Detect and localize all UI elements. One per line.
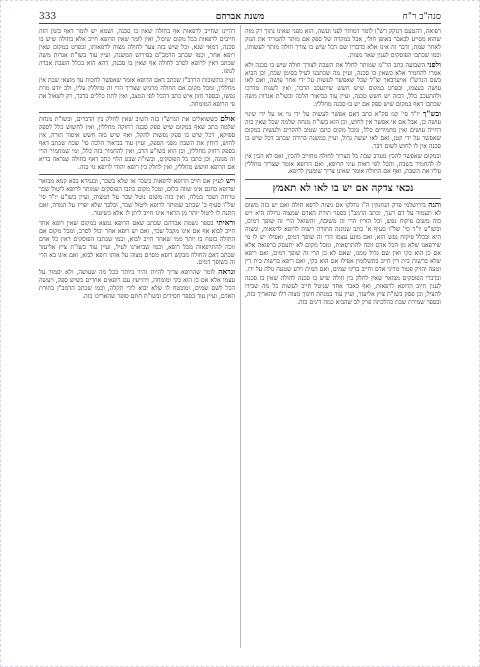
paragraph: [245, 110, 441, 151]
running-header: [39, 11, 441, 23]
paragraph-text: כששואלים את הגרש"ז בזה השיב שאין לחלק בין הדברים, ובשו"ת מנחת שלמה כתב שאף במקום שיש ספק סכנה רחוקה מחללין, ואין לחשוש כלל לספק ספיקא, דכל שיש בו ספק נפשות להקל, ואף שיש בזה חשש איסור תורה, אין לחוש, דוחין את השבת מפני הספק, ועיין עוד בביאור הלכה סי' שכח שכתב דאף בספק רחוק מחללין, וכן הוא בשו"ע הרב, ואין להחמיר בזה כלל, ומי שמחמיר הרי זה מגונה, וכן כתבו כל הפוסקים, ובשו"ת שבט הלוי כתב דאף בחולה שנראה בריא אם הרופא חושש מחללין, ואין לחלק בין רופא יהודי לרופא גוי בזה.: [39, 116, 235, 171]
section-heading: נכאי צדקה אם יש בו לאו לא תאמץ: [272, 183, 414, 195]
paragraph-text: לעיין אם חייב הרופא לרפאות בשכר או שלא בשכר, ובגמרא בבא קמא מבואר שרופא בחנם אינו שווה כלום, ומכל מקום כתבו הפוסקים שמותר לרופא ליטול שכר טרחה ושכר בטלה, ואין בזה משום נוטל שכר על המצוה, ועיין בשו"ע יו"ד סי' של"ו סעיף ב' שכתב שמותר לרופא ליטול שכר, ובלבד שלא יפריז על המדה, ואם התנה לו ליטול יותר מן הראוי אינו חייב ליתן לו אלא כשיעור.: [39, 178, 235, 218]
paragraph: [39, 76, 235, 109]
paragraph-lead-word: והנה: [428, 200, 441, 210]
paragraph-text: יו"ד סי' קנז סק"א כתב דאם אפשר לעשות על ידי גוי או על ידי שינוי עושה כן, אבל אם אי אפשר אין לחוש, וכן הוא בשו"ת מנחת שלמה שכל שאין בזה דחייה עושים ואין מחמירים כלל, ומכל מקום כתבו שטוב להקדים ולעשות במקום שאפשר על ידי קטן, ואם לאו יעשה גדול, ועיין במשנה ברורה שכתב דכל שיש בו סכנה אין לו לחוש לשום דבר.: [245, 111, 441, 150]
paragraph: [245, 274, 441, 307]
paragraph-text: ועיין בתשובות הרדב"ז שכתב דאם הרופא אומר שאפשר לחכות עד מוצאי שבת אין מחללין, ומכל מקום אם החולה מרגיש שצריך הרי זה מחללין עליו, ולב יודע מרת נפשו, ובספר חזון איש כתב דהכל לפי המצב, ואין לתת כללים בדבר, רק לשאול את פי הרופא המומחה.: [39, 77, 235, 109]
paragraph: [39, 177, 235, 218]
header-rule: [39, 23, 441, 24]
paragraph-text: בירושלמי פרק הנחנקין ה"ו נחלקו אם מצוה לרפא חולה ואם יש בזה משום לא תעמוד על דם רעך, וכתב הרמב"ן בספר תורת האדם שמצוה גדולה היא ויש בזה משום פיקוח נפש, וכל הזריז הרי זה משובח, והשואל הרי זה שופך דמים, ובשו"ע יו"ד סי' של"ו סעיף א' כתב שנתנה התורה רשות לרופא לרפאות, ומצוה היא ובכלל פיקוח נפש הוא, ואם מונע עצמו הרי זה שופך דמים, ואפילו יש לו מי שירפאנו שלא מן הכל אדם זוכה להתרפאות, ומכל מקום לא יתעסק ברפואה אלא אם כן הוא בקי ואין שם גדול ממנו, שאם לא כן הרי זה שופך דמים, ואם ריפא שלא ברשות בית דין חייב בתשלומין אפילו אם הוא בקי, ואם ריפא ברשות בית דין וטעה והזיק פטור מדיני אדם וחייב בדיני שמים, ואם המית וידע שטעה גולה על ידו.: [245, 202, 441, 273]
section-rule: [39, 174, 235, 175]
section-rule: [39, 112, 235, 113]
paragraph: [245, 61, 441, 109]
paragraph-text: דהיינו שחייב לרפאות אף בחולה שאין בו סכנה, ושמא יש לומר דאף בזמן הזה חייבים לרפאות בכל מקום שיכול, ואין לומר שאין הרופא חייב אלא בחולה שיש בו סכנה, דמאי שנא, וכל שיש בזה צער לחולה מצוה לרפאותו, ובפרט במקום שאין רופא אחר, וכמו שכתב הרמב"ם בפירוש המשנה, ועיין עוד בשו"ת אגרות משה שכתב דאין לרופא לסרב לחולה אף שאין בו סכנה, דהא הוא בכלל השבת אבדה לגופו.: [39, 28, 235, 75]
paragraph: [39, 115, 235, 171]
paragraph: [39, 27, 235, 75]
paragraph: [245, 152, 441, 177]
paragraph: [39, 219, 235, 267]
paragraph: [39, 268, 235, 301]
paragraph-text: ובמקום שאפשר להכין מערב שבת כל הצריך לחולה מחוייב להכין, ואם לא הכין אין לו להחמיר בשבת, והכל לפי ראות עיני הרופא, ואם הרופא אומר שצריך מחללין עליו את השבת, ואף אם החולה אומר שאינו צריך שומעין לרופא.: [245, 152, 441, 176]
paragraph-text: השבועה כתב הר"מ שמותר לחלל את השבת לצורך חולה שיש בו סכנה ולא אמרו להחמיר אלא כשאין בו סכנה, ועיין מה שכתבנו לעיל בסימן שכח, וכן הביא בשם הגרש"ז אויערבאך זצ"ל שכל שאפשר לעשות על ידי אחר עושה, ואם לאו עושה בעצמו, ובפרט במקום שיש חשש שיתעכב הדבר, ואין לשנות מדרכו ולהתעכב כלל, דבזה יש חשש סכנה, ועיין עוד בביאור הלכה ובשו"ת אגרות משה שכתבו דאף במקום שיש ספק אם יש בו סכנה מחללין.: [245, 61, 441, 109]
column-divider: [240, 25, 241, 648]
page-number: 333: [39, 12, 57, 22]
header-book-title: משנת אברהם: [215, 12, 265, 22]
right-column: [245, 27, 441, 648]
section-rule: [245, 179, 441, 180]
paragraph-lead-word: ובש"ך: [422, 109, 441, 119]
paragraph-text: רפואה, דהטעם דנזקק רש"ז לומר דמותר לפני ועשה, הוא מפני שאינו נתוך רק מזה שהוא מסייע לבאבר באופן חולי, אבל במקרה של ספק אם מותר להטריד את הנזק לאחר שמת, ודבר זה אינו אלא כדבריו שם דכל שיש בו צורך חולה מותר לעשותו, וכמו שכתבו הפוסקים לענין שאר מצות.: [245, 28, 441, 59]
section-rule: [245, 198, 441, 199]
paragraph-lead-word: ויש: [225, 176, 235, 186]
left-column: [39, 27, 235, 648]
paragraph-text: לומר שהרופא צריך להיות זהיר ביותר בכל מה שעושה, ולא יסמוך על עצמו אלא אם כן הוא בקי ומומחה, ויתייעץ עם רופאים אחרים כשיש ספק, ויעשה הכל לשם שמים, ומובטח לו שלא יבוא לידי תקלה, וכמו שכתב הרמב"ן בתורת האדם, ועיין עוד בספר חסידים ובשו"ת חתם סופר שהאריכו בזה.: [39, 269, 235, 301]
paragraph: [245, 27, 441, 60]
paragraph-lead-word: וראיתי: [216, 217, 235, 227]
paragraph-lead-word: ולפני: [427, 59, 441, 69]
paragraph-text: ובדברי הפוסקים מבואר שאין לחלק בין חולה שיש בו סכנה לחולה שאין בו סכנה לענין חיוב הרופא לרפאות, ואף באבר אחד שניטל חייב לעשות כל מה שבידו להציל, וכן פסק בשו"ת ציץ אליעזר, ועיין עוד במנחת חינוך מצוה רלז שהאריך בזה, ובספר שמירת שבת כהלכתה פרק לב שהביא כמה דינים בזה.: [245, 275, 441, 307]
header-chapter-title: סנה"ב ר"ח: [402, 12, 441, 22]
paragraph: [245, 201, 441, 273]
paragraph-text: בספר נשמת אברהם שכתב שאם הרופא נמצא במקום שאין רופא אחר חייב לבוא אף אם אינו מקבל שכר, ואם יש רופא אחר יכול לסרב, ומכל מקום אם החולה בוטח בו יותר ממי שאחר חייב לבוא, וכמו שכתבו הפוסקים דאין כל אדם זוכה להתרפאות מכל רופא, וכמו שביארנו לעיל, ועיין עוד בשו"ת ציץ אליעזר שכתב דאם החולה מבקש רופא מסוים מצוה על אותו רופא לבוא, ואם אינו בא הרי זה כשופך דמים.: [39, 219, 235, 267]
paragraph-lead-word: אולם: [220, 114, 235, 124]
paragraph-lead-word: ונראה: [218, 267, 235, 277]
